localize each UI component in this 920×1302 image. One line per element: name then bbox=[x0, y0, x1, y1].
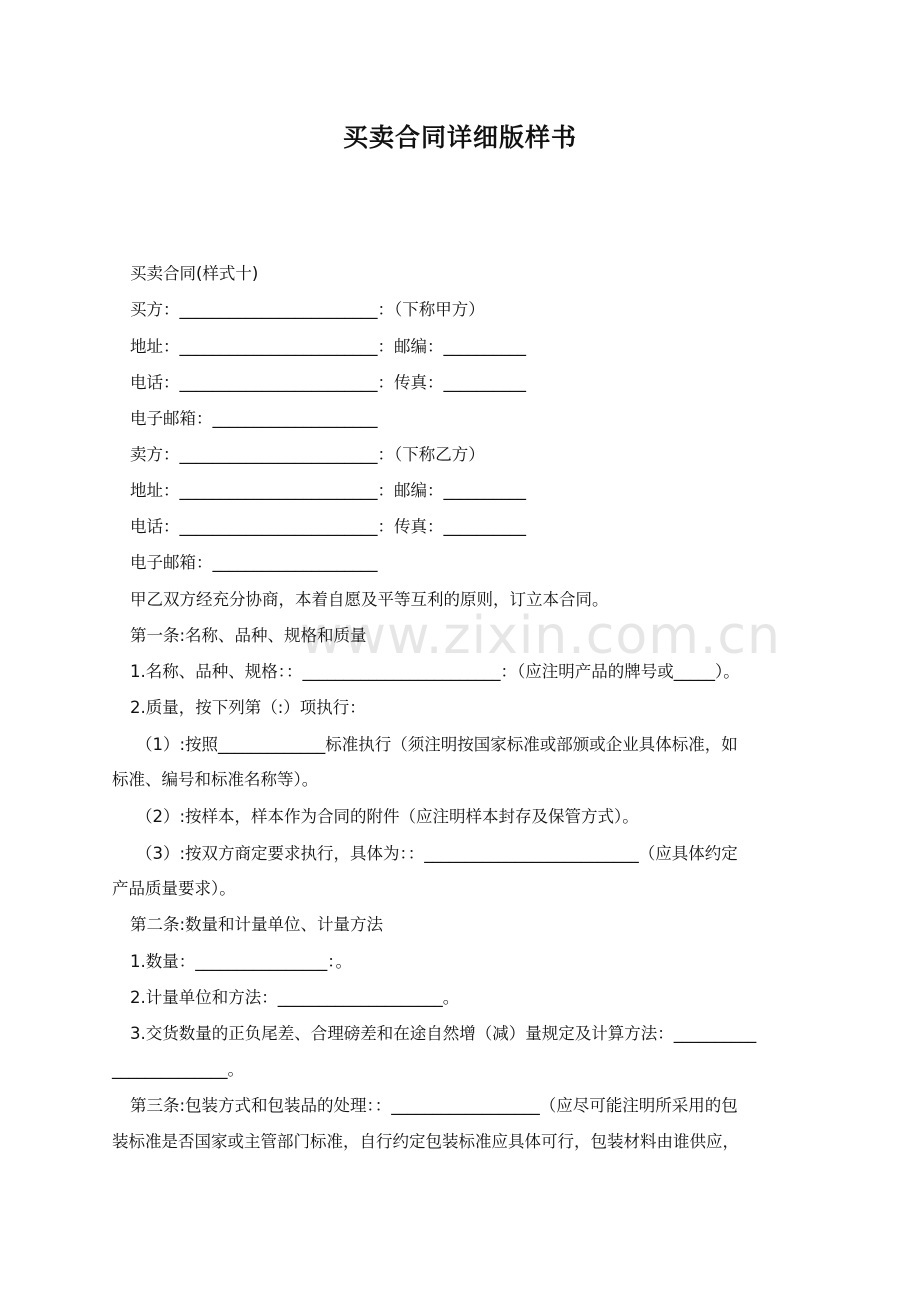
article-2-item-1: 1.数量：________________：。 bbox=[130, 952, 352, 971]
buyer-phone-line: 电话：________________________：传真：__________ bbox=[130, 373, 526, 392]
article-3-heading: 第三条:包装方式和包装品的处理：：__________________（应尽可能注明所采用的包 bbox=[130, 1096, 738, 1115]
quality-option-2: （2）:按样本，样本作为合同的附件（应注明样本封存及保管方式）。 bbox=[136, 807, 639, 826]
article-3-cont: 装标准是否国家或主管部门标准，自行约定包装标准应具体可行，包装材料由谁供应， bbox=[112, 1132, 739, 1151]
buyer-line: 买方：________________________：（下称甲方） bbox=[130, 300, 485, 319]
seller-line: 卖方：________________________：（下称乙方） bbox=[130, 445, 485, 464]
article-2-item-2: 2.计量单位和方法：____________________。 bbox=[130, 988, 460, 1007]
article-1-heading: 第一条:名称、品种、规格和质量 bbox=[130, 626, 367, 645]
preamble-line: 甲乙双方经充分协商，本着自愿及平等互利的原则，订立本合同。 bbox=[130, 590, 609, 609]
watermark: www.zixin.com.cn bbox=[300, 606, 781, 666]
quality-option-1: （1）:按照_____________标准执行（须注明按国家标准或部颁或企业具体标准，如 bbox=[136, 735, 738, 754]
document-title: 买卖合同详细版样书 bbox=[342, 123, 577, 152]
quality-option-3-cont: 产品质量要求）。 bbox=[112, 879, 236, 898]
quality-option-1-cont: 标准、编号和标准名称等）。 bbox=[112, 770, 319, 789]
buyer-address-line: 地址：________________________：邮编：__________ bbox=[130, 337, 526, 356]
seller-address-line: 地址：________________________：邮编：__________ bbox=[130, 481, 526, 500]
article-2-item-3-cont: ______________。 bbox=[112, 1060, 244, 1079]
article-2-heading: 第二条:数量和计量单位、计量方法 bbox=[130, 915, 384, 934]
buyer-email-line: 电子邮箱：____________________ bbox=[130, 409, 378, 428]
article-2-item-3: 3.交货数量的正负尾差、合理磅差和在途自然增（减）量规定及计算方法：__________ bbox=[130, 1024, 757, 1043]
quality-option-3: （3）:按双方商定要求执行，具体为：：__________________________（应具体约定 bbox=[136, 844, 738, 863]
article-1-item-2: 2.质量，按下列第（:）项执行： bbox=[130, 698, 366, 717]
article-1-item-1: 1.名称、品种、规格：：________________________：（应注明产品的牌号或_____）。 bbox=[130, 662, 740, 681]
contract-style-line: 买卖合同(样式十) bbox=[130, 264, 259, 283]
seller-email-line: 电子邮箱：____________________ bbox=[130, 553, 378, 572]
seller-phone-line: 电话：________________________：传真：__________ bbox=[130, 517, 526, 536]
